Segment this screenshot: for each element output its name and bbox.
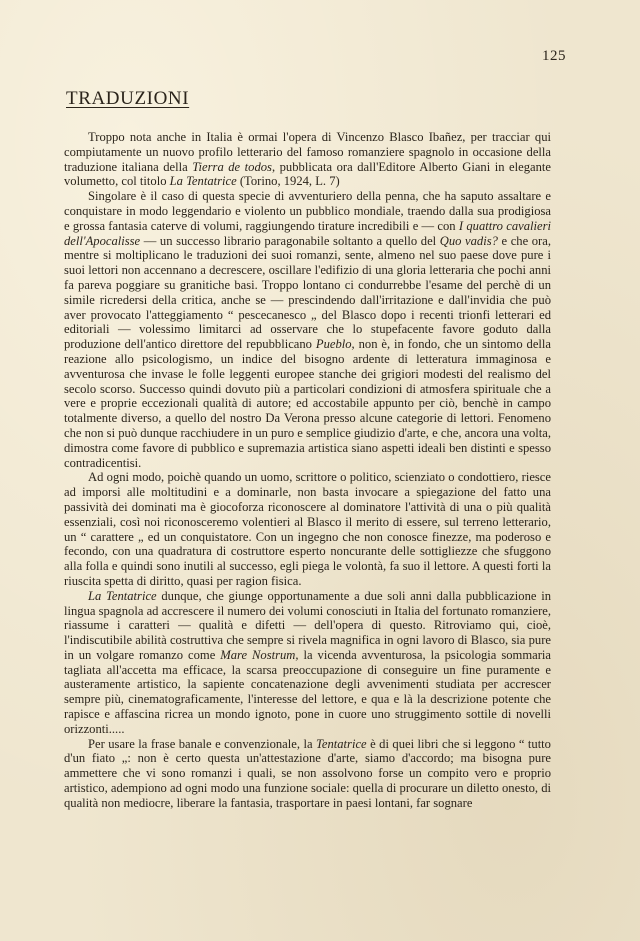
text-run: e che ora, mentre si moltiplicano le traduzioni dei suoi romanzi, sente, almeno nel suo paese dove pure i suoi lettori non accennano a decrescere, oscillare l'edifizio di una gloria letteraria che pochi anni fa pareva poggiare su granitiche basi. Troppo lontano ci condurrebbe l'esame del perchè di un simile ricredersi della critica, anche se — prescindendo dall'irritazione e dall'invidia che può aver provocato l'atteggiamento “ pescecanesco „ del Blasco dopo i recenti trionfi letterari ed editoriali — volessimo limitarci ad osservare che lo stupefacente favore goduto dalla produzione dell'antico direttore del repubblicano (64, 233, 551, 352)
paragraph (64, 130, 551, 189)
text-run: Troppo nota anche in Italia è ormai l'opera di Vincenzo Blasco Ibañez, per tracciar qui compiutamente un nuovo profilo letterario del famoso romanziere spagnolo in occasione della traduzione italiana della (64, 130, 551, 174)
italic-title: La Tentatrice (169, 174, 237, 189)
text-run: Per usare la frase banale e convenzionale, la (88, 736, 317, 751)
text-run: è di quei libri che si leggono “ tutto d'un fiato „: non è certo questa un'attestazione d'arte, siamo d'accordo; ma bisogna pure ammettere che vi sono romanzi i quali, se non assolvono forse un compito vero e proprio artistico, adempiono ad ogni modo una funzione sociale: quella di procurare un diletto onesto, di qualità non mediocre, liberare la fantasia, trasportare in paesi lontani, far sognare (64, 736, 551, 810)
paragraph (64, 737, 551, 811)
article-body (64, 130, 551, 811)
page-number: 125 (542, 48, 566, 64)
text-run: la vicenda avventurosa, la psicologia sommaria tagliata all'accetta ma efficace, la scarsa preoccupazione di conseguire un fine puramente e austeramente artistico, la sapiente concatenazione degli avvenimenti studiata per accrescer sempre più, cinematograficamente, l'interesse del lettore, e qua e là la descrizione potente che rapisce e affascina ricrea un mondo ignoto, pone in cuore uno struggimento sottile di novelli orizzonti..... (64, 647, 552, 736)
italic-title: Mare Nostrum, (220, 647, 299, 662)
text-run: , pubblicata ora dall'Editore Alberto Giani in elegante volumetto, col titolo (64, 159, 551, 189)
section-title: TRADUZIONI (66, 88, 190, 109)
paragraph (64, 189, 551, 470)
paragraph (64, 589, 551, 737)
italic-title: I quattro cavalieri dell'Apocalisse (64, 218, 552, 248)
italic-title: Tierra de todos (192, 159, 272, 174)
text-run: dunque, che giunge opportunamente a due soli anni dalla pubblicazione in lingua spagnola ad accrescere il numero dei volumi conosciuti in Italia del fortunato romanziere, riassume i caratteri — qualità e difetti — dell'opera di questo. Ritroviamo qui, cioè, l'indiscutibile abilità costruttiva che sempre si rivela magnifica in ogni lavoro di Blasco, sia pure in un volgare romanzo come (64, 588, 551, 662)
italic-title: Quo vadis? (439, 233, 498, 248)
text-run: — un successo librario paragonabile soltanto a quello del (140, 233, 440, 248)
italic-title: Pueblo, (315, 337, 355, 352)
text-run: Singolare è il caso di questa specie di avventuriero della penna, che ha saputo assaltare e conquistare in modo leggendario e violento un pubblico mondiale, traendo dalla sua prodigiosa e grossa fantasia caterve di volumi, raggiungendo tirature incredibili e — con (64, 189, 551, 233)
paragraph (64, 470, 551, 588)
italic-title: La Tentatrice (88, 588, 157, 603)
text-run: non è, in fondo, che un sintomo della reazione allo psicologismo, un indice del bisogno ardente di letteratura immaginosa e avventurosa che invase le folle leggenti europee stanche dei grigiori modesti del realismo del secolo scorso. Successo quindi dovuto più a particolari condizioni di atmosfera spirituale che a vere e proprie eccezionali qualità di autore; ed accostabile appunto per ciò, benchè in campo totalmente diverso, a quello del nostro Da Verona presso alcune categorie di lettori. Fenomeno che non si può dunque racchiudere in un puro e semplice giudizio d'arte, e che, ancora una volta, dimostra come favore di pubblico e supremazia artistica siano aspetti ideali ben distinti e spesso contradicentisi. (64, 337, 551, 470)
text-run: (Torino, 1924, L. 7) (236, 174, 340, 189)
text-run: Ad ogni modo, poichè quando un uomo, scrittore o politico, scienziato o condottiero, riesce ad imporsi alle moltitudini e a dominarle, non basta invocare a spiegazione del fatto una passività dei dominati ma è giocoforza riconoscere al dominatore l'attività di una o più qualità essenziali, così noi riconosceremo volentieri al Blasco il merito di essere, sul terreno letterario, un “ carattere „ ed un conquistatore. Con un ingegno che non conosce finezze, ma poderoso e fecondo, con una quadratura di costruttore esperto noncurante delle sottigliezze che sfuggono alla folla e quindi sono inutili al successo, egli piega le volontà, fa suo il lettore. A questi forti la riuscita spetta di diritto, quasi per ragion fisica. (64, 470, 551, 588)
italic-title: Tentatrice (316, 736, 367, 751)
